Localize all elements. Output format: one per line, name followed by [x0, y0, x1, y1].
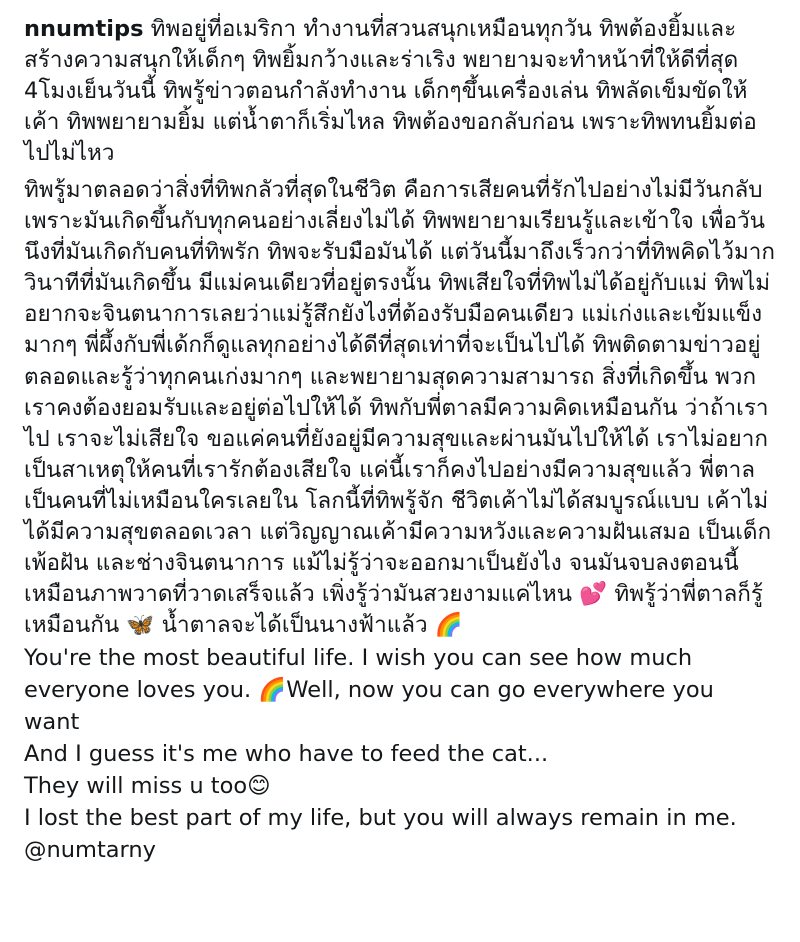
- english-line-2: And I guess it's me who have to feed the cat...: [24, 740, 549, 767]
- username-link[interactable]: nnumtips: [24, 16, 144, 42]
- thai-paragraph-2-text: ทิพรู้มาตลอดว่าสิ่งที่ทิพกลัวที่สุดในชีวิต คือการเสียคนที่รักไปอย่างไม่มีวันกลับ เพราะมันเกิดขึ้นกับทุกคนอย่างเลี่ยงไม่ได้ ทิพพยายามเรียนรู้และเข้าใจ เพื่อวันนึงที่มันเกิดกับคนที่ทิพรัก ทิพจะรับมือมันได้ แต่วันนี้มาถึงเร็วกว่าที่ทิพคิดไว้มาก วินาทีที่มันเกิดขึ้น มีแม่คนเดียวที่อยู่ตรงนั้น ทิพเสียใจที่ทิพไม่ได้อยู่กับแม่ ทิพไม่อยากจะจินตนาการเลยว่าแม่รู้สึกยังไงที่ต้องรับมือคนเดียว แม่เก่งและเข้มแข็งมากๆ พี่ผึ้งกับพี่เด้กก็ดูแลทุกอย่างได้ดีที่สุดเท่าที่จะเป็นไปได้ ทิพติดตามข่าวอยู่ตลอดและรู้ว่าทุกคนเก่งมากๆ และพยายามสุดความสามารถ สิ่งที่เกิดขึ้น พวกเราคงต้องยอมรับและอยู่ต่อไปให้ได้ ทิพกับพี่ตาลมีความคิดเหมือนกัน ว่าถ้าเราไป เราจะไม่เสียใจ ขอแค่คนที่ยังอยู่มีความสุขและผ่านมันไปให้ได้ เราไม่อยากเป็นสาเหตุให้คนที่เรารักต้องเสียใจ แค่นี้เราก็คงไปอย่างมีความสุขแล้ว พี่ตาลเป็นคนที่ไม่เหมือนใครเลยใน โลกนี้ที่ทิพรู้จัก ชีวิตเค้าไม่ได้สมบูรณ์แบบ เค้าไม่ได้มีความสุขตลอดเวลา แต่วิญญาณเค้ามีความหวังและความฝันเสมอ เป็นเด็กเพ้อฝัน และช่างจินตนาการ แม้ไม่รู้ว่าจะออกมาเป็นยังไง จนมันจบลงตอนนี้เหมือนภาพวาดที่วาดเสร็จแล้ว เพิ่งรู้ว่ามันสวยงามแค่ไหน 💕 ทิพรู้ว่าพี่ตาลก็รู้เหมือนกัน 🦋 น้ำตาลจะได้เป็นนางฟ้าแล้ว 🌈: [24, 177, 776, 638]
- mention-link[interactable]: @numtarny: [24, 836, 156, 863]
- english-line-4: I lost the best part of my life, but you will always remain in me.: [24, 804, 737, 831]
- thai-paragraph-2: [24, 175, 776, 641]
- english-line-1: You're the most beautiful life. I wish you can see how much everyone loves you. 🌈Well, now you can go everywhere you want: [24, 644, 714, 735]
- thai-paragraph-1: [24, 14, 776, 169]
- caption-text: [24, 14, 776, 867]
- english-line-3: They will miss u too😊: [24, 772, 271, 799]
- thai-paragraph-1-text: ทิพอยู่ที่อเมริกา ทำงานที่สวนสนุกเหมือนทุกวัน ทิพต้องยิ้มและสร้างความสนุกให้เด็กๆ ทิพยิ้มกว้างและร่าเริง พยายามจะทำหน้าที่ให้ดีที่สุด 4โมงเย็นวันนี้ ทิพรู้ข่าวตอนกำลังทำงาน เด็กๆขึ้นเครื่องเล่น ทิพลัดเข็มขัดให้เค้า ทิพพยายามยิ้ม แต่น้ำตาก็เริ่มไหล ทิพต้องขอกลับก่อน เพราะทิพทนยิ้มต่อไปไม่ไหว: [24, 16, 757, 167]
